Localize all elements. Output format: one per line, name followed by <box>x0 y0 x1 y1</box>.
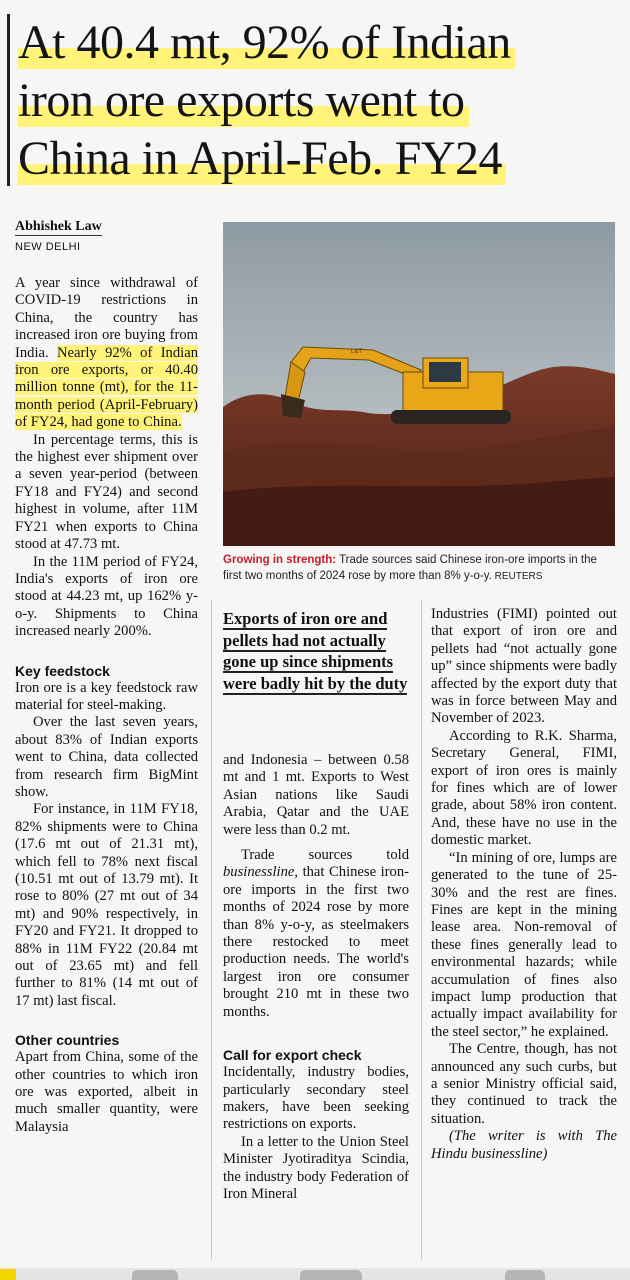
pull-quote <box>223 608 409 694</box>
paragraph: In the 11M period of FY24, India's exports of iron ore stood at 44.23 mt, up 162% y-o-y. Shipments to China increased nearly 200%. <box>15 553 198 640</box>
excavator-brand: L&T <box>351 349 363 355</box>
viewer-button[interactable] <box>505 1270 545 1280</box>
highlighted-text: Nearly 92% of Indian iron ore exports, or 40.40 million tonne (mt), for the 11-month period (April-February) of FY24, had gone to China. <box>15 344 198 431</box>
paragraph: and Indonesia – between 0.58 mt and 1 mt. Exports to West Asian nations like Saudi Arabia, Qatar and the UAE were less than 0.2 mt. <box>223 752 409 838</box>
paragraph <box>15 275 198 432</box>
paragraph <box>223 847 409 1021</box>
paragraph: Over the last seven years, about 83% of Indian exports went to China, data collected from research firm BigMint show. <box>15 714 198 800</box>
viewer-button[interactable] <box>132 1270 178 1280</box>
subheading-other-countries: Other countries <box>15 1032 120 1049</box>
paragraph: The Centre, though, has not announced any such curbs, but a senior Ministry official said, they continued to track the situation. <box>431 1041 617 1127</box>
byline-author: Abhishek Law <box>15 219 102 234</box>
paragraph: In a letter to the Union Steel Minister Jyotiraditya Scindia, the industry body Federation of Iron Mineral <box>223 1133 409 1202</box>
article-column-3 <box>431 606 617 1163</box>
column-divider <box>421 600 422 1260</box>
paragraph: Iron ore is a key feedstock raw material for steel-making. <box>15 679 198 713</box>
dateline: NEW DELHI <box>15 241 81 253</box>
photo-caption <box>223 552 618 585</box>
headline-line-1: At 40.4 mt, 92% of Indian <box>18 16 515 69</box>
paragraph: “In mining of ore, lumps are generated to the tune of 25-30% and the rest are fines. Fines are kept in the mining lease area. Non-removal of these fines generally lead to environmental hazards; while accumulation of fines also impact lump production that actually impact availability for the steel sector,” he explained. <box>431 849 617 1040</box>
caption-credit: REUTERS <box>491 571 543 582</box>
subheading-key-feedstock: Key feedstock <box>15 662 110 679</box>
paragraph: According to R.K. Sharma, Secretary General, FIMI, export of iron ores is mainly for fines which are of lower grade, about 58% iron content. And, these have no use in the domestic market. <box>431 727 617 849</box>
paragraph-text: A year since withdrawal of COVID-19 restrictions in China, the country has increased iron ore buying from India. <box>15 275 198 361</box>
paragraph: Industries (FIMI) pointed out that export of iron ore and pellets had “not actually gone up” since shipments were badly affected by the export duty that was in force between May and November of 2023. <box>431 606 617 727</box>
viewer-button[interactable] <box>300 1270 362 1280</box>
paragraph: For instance, in 11M FY18, 82% shipments were to China (17.6 mt out of 21.31 mt), which fell to 78% next fiscal (10.51 mt out of 13.79 mt). It rose to 80% (27 mt out of 34 mt) and 90% respectively, in FY20 and FY21. It dropped to 88% in 11M FY22 (20.84 mt out of 23.65 mt) and fell further to 81% (14 mt out of 17 mt) last fiscal. <box>15 801 198 1009</box>
paragraph-text: , that Chinese iron-ore imports in the first two months of 2024 rose by more than 8% y-o-y, as steelmakers there restocked to meet production needs. The world's largest iron ore consumer brought 210 mt in these two months. <box>223 864 409 1020</box>
article-column-2 <box>223 752 409 1203</box>
writer-note <box>431 1128 617 1163</box>
paragraph: Incidentally, industry bodies, particularly secondary steel makers, have been seeking restrictions on exports. <box>223 1064 409 1133</box>
excavator-photo-illustration <box>223 222 615 546</box>
caption-text: Trade sources said Chinese iron-ore imports in the first two months of 2024 rose by more than 8% y-o-y. <box>223 554 597 582</box>
headline-line-2: iron ore exports went to <box>18 74 469 127</box>
headline-rule <box>7 14 10 186</box>
headline-line-3: China in April-Feb. FY24 <box>18 132 506 185</box>
paragraph: Apart from China, some of the other countries to which iron ore was exported, albeit in much smaller quantity, were Malaysia <box>15 1049 198 1135</box>
publication-name: businessline <box>223 864 295 881</box>
paragraph-text: Trade sources told <box>241 847 409 864</box>
headline <box>18 14 618 188</box>
paragraph: In percentage terms, this is the highest ever shipment over a seven year-period (between FY18 and FY24) and second highest in volume, after 11M FY21 when exports to China stood at 47.73 mt. <box>15 431 198 553</box>
article-photo <box>223 222 615 546</box>
viewer-marker <box>0 1269 16 1280</box>
article-column-1 <box>15 275 198 1136</box>
pull-quote-text: Exports of iron ore and pellets had not actually gone up since shipments were badly hit by the duty <box>223 609 408 693</box>
caption-lead: Growing in strength: <box>223 554 337 566</box>
column-divider <box>211 600 212 1260</box>
subheading-call-for-export-check: Call for export check <box>223 1047 362 1064</box>
writer-note-text: (The writer is with The Hindu businessline) <box>431 1128 617 1162</box>
